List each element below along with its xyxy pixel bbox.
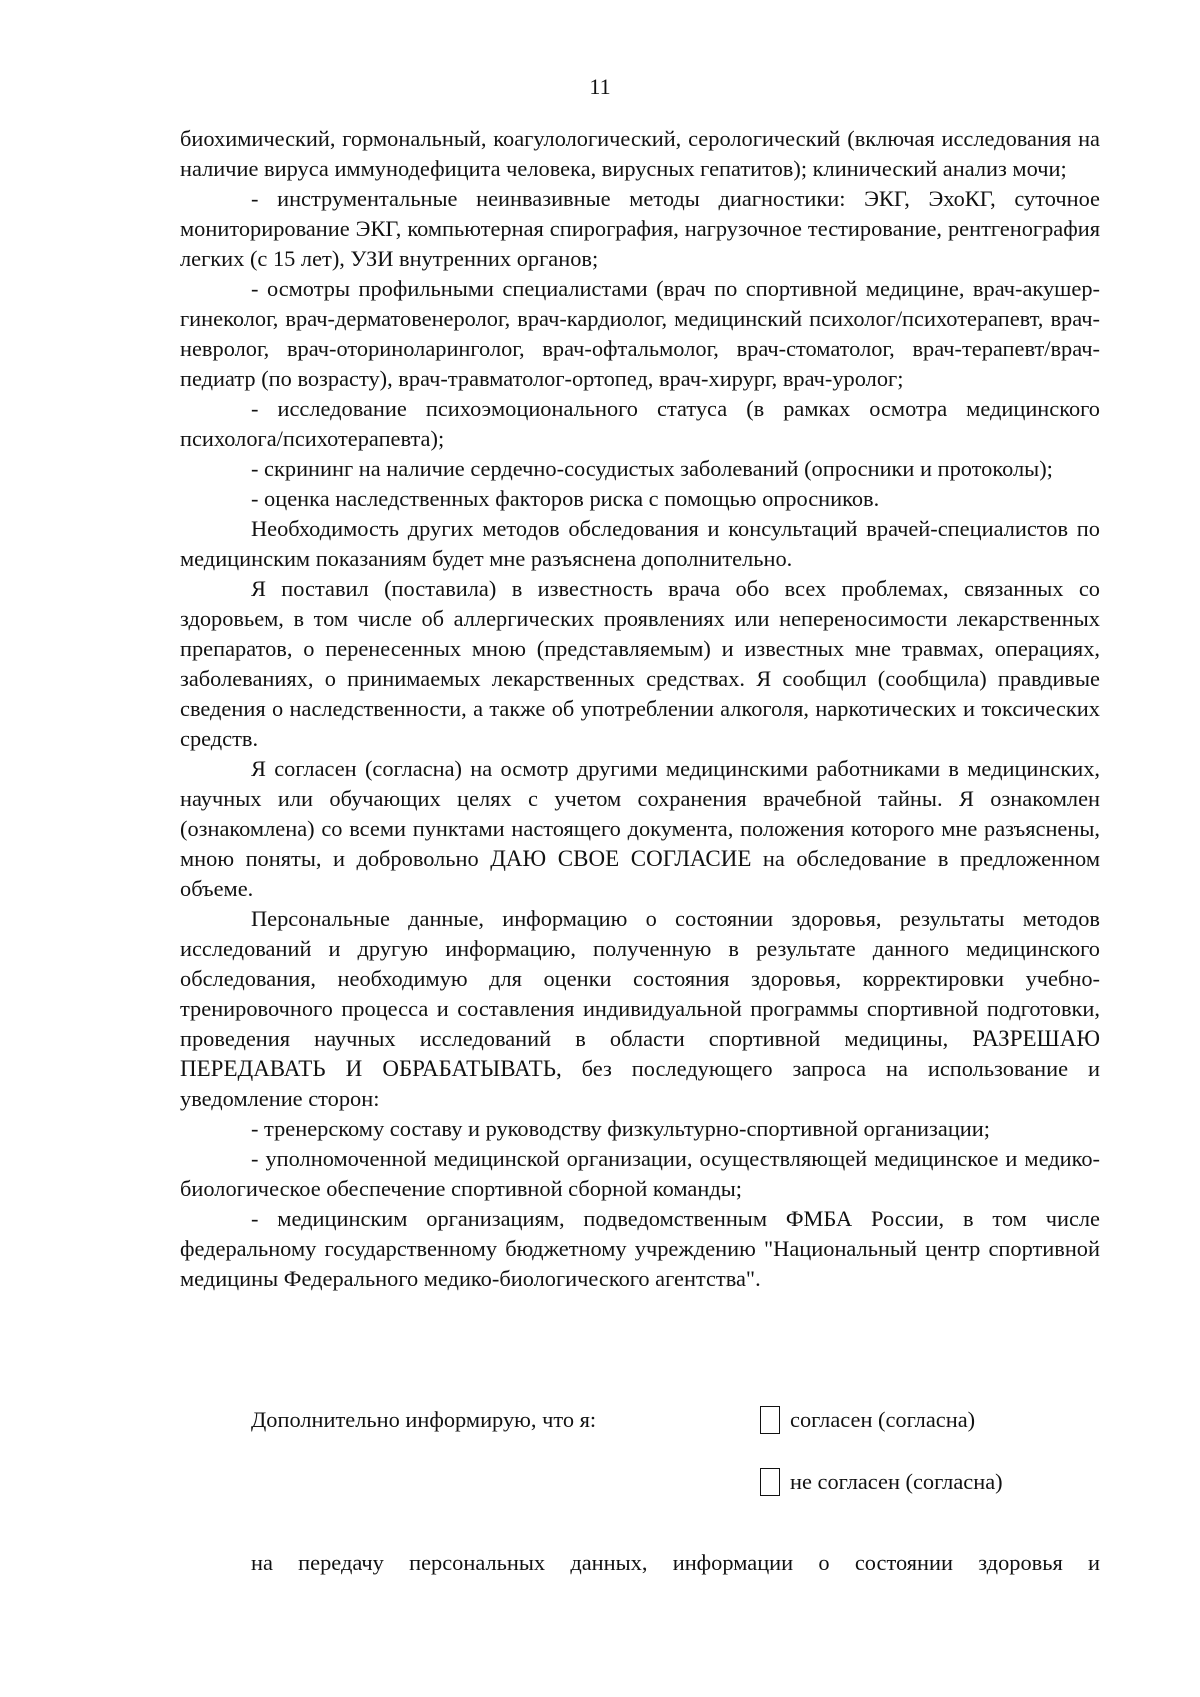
recipient-item: - уполномоченной медицинской организации, осуществляющей медицинское и медико-биологическое обеспечение спортивной сборной команды;: [180, 1146, 1100, 1201]
list-item: - инструментальные неинвазивные методы диагностики: ЭКГ, ЭхоКГ, суточное мониторирование ЭКГ, компьютерная спирография, нагрузочное тестирование, рентгенография легких (с 15 лет), УЗИ внутренних органов;: [180, 186, 1100, 271]
disagree-checkbox[interactable]: [760, 1468, 780, 1496]
document-body: [180, 124, 1100, 1294]
paragraph-data-permission: [180, 904, 1100, 1114]
option-disagree: [760, 1467, 1003, 1497]
data-permission-text: Персональные данные, информацию о состоянии здоровья, результаты методов исследований и другую информацию, полученную в результате данного медицинского обследования, необходимую для оценки состояния здоровья, корректировки учебно-тренировочного процесса и составления индивидуальной программы спортивной подготовки, проведения научных исследований в области спортивной медицины,: [180, 906, 1100, 1051]
paragraph: Я поставил (поставила) в известность врача обо всех проблемах, связанных со здоровьем, в том числе об аллергических проявлениях или непереносимости лекарственных препаратов, о перенесенных мною (представляемым) и известных мне травмах, операциях, заболеваниях, о принимаемых лекарственных средствах. Я сообщил (сообщила) правдивые сведения о наследственности, а также об употреблении алкоголя, наркотических и токсических средств.: [180, 576, 1100, 751]
recipient-item: - медицинским организациям, подведомственным ФМБА России, в том числе федеральному государственному бюджетному учреждению "Национальный центр спортивной медицины Федерального медико-биологического агентства".: [180, 1206, 1100, 1291]
list-item: - исследование психоэмоционального статуса (в рамках осмотра медицинского психолога/психотерапевта);: [180, 396, 1100, 451]
option-agree: [760, 1405, 975, 1435]
list-item: - осмотры профильными специалистами (врач по спортивной медицине, врач-акушер-гинеколог, врач-дерматовенеролог, врач-кардиолог, медицинский психолог/психотерапевт, врач-невролог, врач-оториноларинголог, врач-офтальмолог, врач-стоматолог, врач-терапевт/врач-педиатр (по возрасту), врач-травматолог-ортопед, врач-хирург, врач-уролог;: [180, 276, 1100, 391]
final-line: на передачу персональных данных, информации о состоянии здоровья и: [251, 1550, 1100, 1575]
paragraph-consent-statement: [180, 754, 1100, 904]
paragraph: Необходимость других методов обследования и консультаций врачей-специалистов по медицинским показаниям будет мне разъяснена дополнительно.: [180, 516, 1100, 571]
consent-statement-caps: ДАЮ СВОЕ СОГЛАСИЕ: [490, 846, 752, 871]
disagree-label: не согласен (согласна): [790, 1469, 1003, 1494]
list-item: - оценка наследственных факторов риска с помощью опросников.: [251, 486, 880, 511]
consent-statement-end: на обследование в предложенном объеме.: [180, 846, 1100, 901]
data-permission-end: без последующего запроса на использование и уведомление сторон:: [180, 1056, 1100, 1111]
consent-section: [180, 1405, 1100, 1545]
list-item: - скрининг на наличие сердечно-сосудистых заболеваний (опросники и протоколы);: [251, 456, 1053, 481]
agree-checkbox[interactable]: [760, 1406, 780, 1434]
consent-label: Дополнительно информирую, что я:: [251, 1407, 597, 1432]
paragraph: биохимический, гормональный, коагулологический, серологический (включая исследования на наличие вируса иммунодефицита человека, вирусных гепатитов); клинический анализ мочи;: [180, 126, 1100, 181]
agree-label: согласен (согласна): [790, 1407, 976, 1432]
consent-statement-text: Я согласен (согласна) на осмотр другими медицинскими работниками в медицинских, научных или обучающих целях с учетом сохранения врачебной тайны. Я ознакомлен (ознакомлена) со всеми пунктами настоящего документа, положения которого мне разъяснены, мною поняты, и добровольно: [180, 756, 1100, 871]
data-permission-caps: РАЗРЕШАЮ ПЕРЕДАВАТЬ И ОБРАБАТЫВАТЬ,: [180, 1026, 1100, 1081]
page-number: 11: [589, 74, 611, 99]
recipient-item: - тренерскому составу и руководству физкультурно-спортивной организации;: [251, 1116, 990, 1141]
